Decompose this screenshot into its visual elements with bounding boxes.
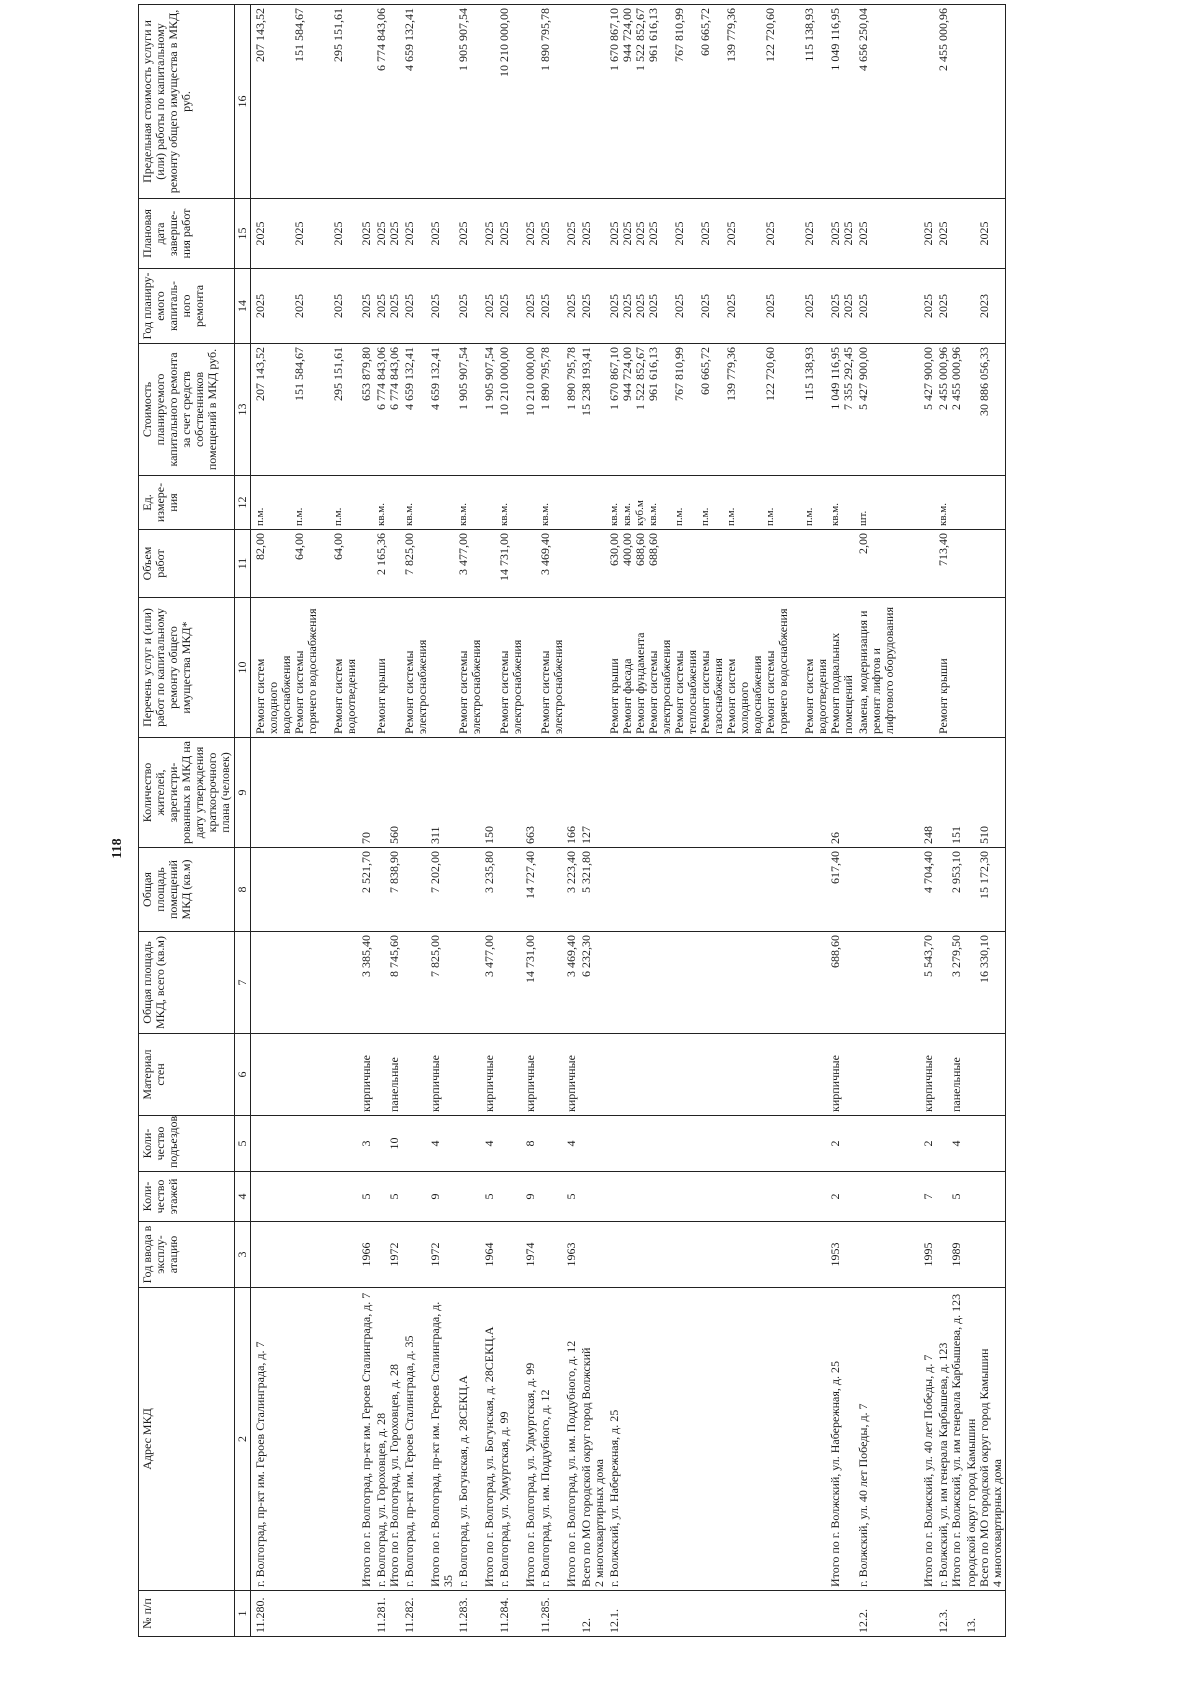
limit-cost-cell: 1 890 795,78 xyxy=(538,5,579,199)
floors-cell xyxy=(251,1172,360,1222)
row-number-cell: 13. xyxy=(964,1591,1006,1637)
planned-cost-cell: 5 427 900,00 5 427 900,00 xyxy=(856,344,936,476)
premises-area-cell: 3 235,80 xyxy=(456,848,497,932)
residents-cell: 166 xyxy=(538,738,579,848)
table-row xyxy=(497,5,538,1637)
commissioning-year-cell: 1964 xyxy=(456,1222,497,1288)
residents-cell: 248 xyxy=(856,738,936,848)
premises-area-cell: 617,40 xyxy=(607,848,856,932)
residents-cell: 510 xyxy=(964,738,1006,848)
limit-cost-cell: 2 455 000,96 xyxy=(936,5,964,199)
row-number-cell: 12.1. xyxy=(607,1591,856,1637)
entrances-cell xyxy=(964,1116,1006,1172)
row-number-cell: 11.284. xyxy=(497,1591,538,1637)
column-number: 5 xyxy=(235,1116,251,1172)
floors-cell: 5 xyxy=(359,1172,374,1222)
entrances-cell: 2 xyxy=(856,1116,936,1172)
entrances-cell: 4 xyxy=(402,1116,456,1172)
entrances-cell: 8 xyxy=(497,1116,538,1172)
column-number: 1 xyxy=(235,1591,251,1637)
premises-area-cell: 2 521,70 xyxy=(359,848,374,932)
header-cell: Год планиру-емого капиталь-ного ремонта xyxy=(139,269,235,344)
planned-cost-cell: 2 455 000,96 2 455 000,96 xyxy=(936,344,964,476)
entrances-cell: 4 xyxy=(936,1116,964,1172)
limit-cost-cell: 4 659 132,41 xyxy=(402,5,456,199)
floors-cell: 9 xyxy=(497,1172,538,1222)
work-list-cell: Ремонт крыши xyxy=(374,598,402,738)
planned-cost-cell: 1 890 795,78 1 890 795,78 xyxy=(538,344,579,476)
work-volume-cell: 7 825,00 xyxy=(402,530,456,598)
entrances-cell: 3 xyxy=(359,1116,374,1172)
planned-cost-cell: 6 774 843,06 6 774 843,06 xyxy=(374,344,402,476)
work-list-cell: Ремонт системы электроснабжения xyxy=(497,598,538,738)
commissioning-year-cell: 1966 xyxy=(359,1222,374,1288)
table-row xyxy=(251,5,360,1637)
repair-year-cell: 2025 2025 xyxy=(538,269,579,344)
row-number-cell: 11.282. xyxy=(402,1591,456,1637)
address-cell: г. Волгоград, пр-кт им. Героев Сталинграда, д. 7 xyxy=(251,1288,360,1591)
work-volume-cell: 713,40 xyxy=(936,530,964,598)
completion-date-cell: 2025 xyxy=(579,199,607,269)
work-volume-cell xyxy=(579,530,607,598)
work-volume-cell: 82,00 64,00 64,00 xyxy=(251,530,360,598)
column-number: 2 xyxy=(235,1288,251,1591)
address-cell: городской округ город Камышин Всего по МО городской округ город Камышин 4 многоквартирных дома xyxy=(964,1288,1006,1591)
header-cell: Плановая дата заверше-ния работ xyxy=(139,199,235,269)
address-cell: Всего по МО городской округ город Волжский 2 многоквартирных дома xyxy=(579,1288,607,1591)
commissioning-year-cell: 1974 xyxy=(497,1222,538,1288)
premises-area-cell: 7 202,00 xyxy=(402,848,456,932)
premises-area-cell: 3 223,40 xyxy=(538,848,579,932)
header-cell: Объем работ xyxy=(139,530,235,598)
planned-cost-cell: 1 670 867,10 944 724,00 1 522 852,67 961 616,13 767 810,99 60 665,72 139 779,36 122 720,60 115 138,93 1 049 116,95 7 355 292,45 xyxy=(607,344,856,476)
unit-cell: кв.м. xyxy=(497,476,538,530)
premises-area-cell: 15 172,30 xyxy=(964,848,1006,932)
residents-cell: 127 xyxy=(579,738,607,848)
completion-date-cell: 2025 2025 xyxy=(374,199,402,269)
column-number: 6 xyxy=(235,1034,251,1116)
address-cell: г. Волжский, ул. им генерала Карбышева, д. 123 Итого по г. Волжский, ул. им генерала Карбышева, д. 123 xyxy=(936,1288,964,1591)
repair-year-cell: 2025 2025 2025 2025 2025 2025 2025 2025 2025 2025 2025 xyxy=(607,269,856,344)
premises-area-cell xyxy=(251,848,360,932)
commissioning-year-cell: 1995 xyxy=(856,1222,936,1288)
commissioning-year-cell xyxy=(579,1222,607,1288)
commissioning-year-cell xyxy=(964,1222,1006,1288)
completion-date-cell: 2025 2025 xyxy=(456,199,497,269)
repair-year-cell: 2025 2025 xyxy=(856,269,936,344)
unit-cell: п.м. п.м. п.м. xyxy=(251,476,360,530)
table-row xyxy=(936,5,964,1637)
total-area-cell: 6 232,30 xyxy=(579,932,607,1034)
work-list-cell xyxy=(964,598,1006,738)
floors-cell: 5 xyxy=(936,1172,964,1222)
column-number: 7 xyxy=(235,932,251,1034)
total-area-cell: 16 330,10 xyxy=(964,932,1006,1034)
wall-material-cell: кирпичные xyxy=(538,1034,579,1116)
row-number-cell: 11.285. xyxy=(538,1591,579,1637)
completion-date-cell: 2025 2025 xyxy=(856,199,936,269)
address-cell: г. Волжский, ул. 40 лет Победы, д. 7 Итого по г. Волжский, ул. 40 лет Победы, д. 7 xyxy=(856,1288,936,1591)
address-cell: г. Волгоград, ул. Удмуртская, д. 99 Итого по г. Волгоград, ул. Удмуртская, д. 99 xyxy=(497,1288,538,1591)
commissioning-year-cell xyxy=(251,1222,360,1288)
residents-cell: 26 xyxy=(607,738,856,848)
column-number: 13 xyxy=(235,344,251,476)
floors-cell: 9 xyxy=(402,1172,456,1222)
limit-cost-cell xyxy=(964,5,1006,199)
repair-year-cell: 2025 2025 xyxy=(402,269,456,344)
address-cell: г. Волжский, ул. Набережная, д. 25 Итого по г. Волжский, ул. Набережная, д. 25 xyxy=(607,1288,856,1591)
row-number-cell: 11.280. xyxy=(251,1591,360,1637)
total-area-cell: 5 543,70 xyxy=(856,932,936,1034)
repair-year-cell: 2025 xyxy=(579,269,607,344)
repair-year-cell: 2025 2025 xyxy=(456,269,497,344)
completion-date-cell: 2025 2025 xyxy=(402,199,456,269)
entrances-cell: 4 xyxy=(456,1116,497,1172)
completion-date-cell: 2025 2025 xyxy=(538,199,579,269)
column-number: 11 xyxy=(235,530,251,598)
unit-cell: кв.м. кв.м. куб.м кв.м. п.м. п.м. п.м. п.м. п.м. кв.м. xyxy=(607,476,856,530)
floors-cell: 5 xyxy=(374,1172,402,1222)
column-number: 9 xyxy=(235,738,251,848)
planned-cost-cell: 1 905 907,54 1 905 907,54 xyxy=(456,344,497,476)
completion-date-cell: 2025 2025 2025 xyxy=(251,199,360,269)
commissioning-year-cell: 1972 xyxy=(402,1222,456,1288)
unit-cell: кв.м. xyxy=(374,476,402,530)
limit-cost-cell: 1 670 867,10 944 724,00 1 522 852,67 961 616,13 767 810,99 60 665,72 139 779,36 122 720,60 115 138,93 1 049 116,95 xyxy=(607,5,856,199)
floors-cell: 2 xyxy=(607,1172,856,1222)
total-area-cell: 3 279,50 xyxy=(936,932,964,1034)
limit-cost-cell xyxy=(359,5,374,199)
residents-cell: 70 xyxy=(359,738,374,848)
work-list-cell: Ремонт крыши xyxy=(936,598,964,738)
entrances-cell xyxy=(251,1116,360,1172)
column-number: 3 xyxy=(235,1222,251,1288)
wall-material-cell: кирпичные xyxy=(456,1034,497,1116)
limit-cost-cell xyxy=(579,5,607,199)
table-row xyxy=(402,5,456,1637)
header-cell: № п/п xyxy=(139,1591,235,1637)
row-number-cell: 12.3. xyxy=(936,1591,964,1637)
completion-date-cell: 2025 xyxy=(936,199,964,269)
work-list-cell: Замена, модернизация и ремонт лифтов и лифтового оборудования xyxy=(856,598,936,738)
repair-year-cell: 2025 2025 2025 xyxy=(251,269,360,344)
repair-year-cell: 2025 xyxy=(359,269,374,344)
entrances-cell: 10 xyxy=(374,1116,402,1172)
capital-repair-table xyxy=(138,4,1006,1637)
header-cell: Адрес МКД xyxy=(139,1288,235,1591)
work-volume-cell xyxy=(359,530,374,598)
table-row xyxy=(964,5,1006,1637)
header-cell: Коли-чество подъездов xyxy=(139,1116,235,1172)
wall-material-cell: кирпичные xyxy=(402,1034,456,1116)
work-volume-cell: 630,00 400,00 688,60 688,60 xyxy=(607,530,856,598)
work-volume-cell xyxy=(964,530,1006,598)
floors-cell: 5 xyxy=(538,1172,579,1222)
address-cell: Итого по г. Волгоград, пр-кт им. Героев Сталинграда, д. 7 xyxy=(359,1288,374,1591)
wall-material-cell: кирпичные xyxy=(856,1034,936,1116)
header-cell: Ед. измере-ния xyxy=(139,476,235,530)
commissioning-year-cell: 1963 xyxy=(538,1222,579,1288)
header-cell: Перечень услуг и (или) работ по капитальному ремонту общего имущества МКД* xyxy=(139,598,235,738)
residents-cell: 560 xyxy=(374,738,402,848)
floors-cell xyxy=(964,1172,1006,1222)
header-cell: Материал стен xyxy=(139,1034,235,1116)
row-number-cell: 11.281. xyxy=(374,1591,402,1637)
entrances-cell: 2 xyxy=(607,1116,856,1172)
residents-cell: 150 xyxy=(456,738,497,848)
wall-material-cell: кирпичные xyxy=(607,1034,856,1116)
work-list-cell: Ремонт крыши Ремонт фасада Ремонт фундамента Ремонт системы электроснабжения Ремонт системы теплоснабжения Ремонт системы газоснабжения Ремонт систем холодного водоснабжения Ремонт системы горячего водоснабжения Ремонт систем водоотведения Ремонт подвальных помещений xyxy=(607,598,856,738)
work-volume-cell: 3 477,00 xyxy=(456,530,497,598)
premises-area-cell: 7 838,90 xyxy=(374,848,402,932)
wall-material-cell: кирпичные xyxy=(359,1034,374,1116)
work-list-cell: Ремонт системы электроснабжения xyxy=(456,598,497,738)
address-cell: г. Волгоград, пр-кт им. Героев Сталинграда, д. 35 Итого по г. Волгоград, пр-кт им. Героев Сталинграда, д. 35 xyxy=(402,1288,456,1591)
row-number-cell: 12. xyxy=(579,1591,607,1637)
header-cell: Стоимость планируемого капитального ремонта за счет средств собственников помещений в МКД руб. xyxy=(139,344,235,476)
completion-date-cell: 2025 xyxy=(964,199,1006,269)
premises-area-cell: 14 727,40 xyxy=(497,848,538,932)
floors-cell: 5 xyxy=(456,1172,497,1222)
wall-material-cell xyxy=(964,1034,1006,1116)
unit-cell xyxy=(964,476,1006,530)
header-row xyxy=(139,5,235,1637)
unit-cell xyxy=(359,476,374,530)
column-number: 15 xyxy=(235,199,251,269)
unit-cell: кв.м. xyxy=(936,476,964,530)
wall-material-cell xyxy=(251,1034,360,1116)
address-cell: г. Волгоград, ул. Богунская, д. 28СЕКЦ.А Итого по г. Волгоград, ул. Богунская, д. 28СЕКЦ.А xyxy=(456,1288,497,1591)
column-number: 14 xyxy=(235,269,251,344)
header-cell: Коли-чество этажей xyxy=(139,1172,235,1222)
wall-material-cell: панельные xyxy=(374,1034,402,1116)
address-cell: г. Волгоград, ул. им. Поддубного, д. 12 Итого по г. Волгоград, ул. им. Поддубного, д. 12 xyxy=(538,1288,579,1591)
table-body xyxy=(251,5,1006,1637)
planned-cost-cell: 30 886 056,33 xyxy=(964,344,1006,476)
planned-cost-cell: 653 879,80 xyxy=(359,344,374,476)
table-row xyxy=(607,5,856,1637)
residents-cell xyxy=(251,738,360,848)
repair-year-cell: 2023 xyxy=(964,269,1006,344)
limit-cost-cell: 207 143,52 151 584,67 295 151,61 xyxy=(251,5,360,199)
residents-cell: 311 xyxy=(402,738,456,848)
work-volume-cell: 2,00 xyxy=(856,530,936,598)
work-volume-cell: 14 731,00 xyxy=(497,530,538,598)
entrances-cell xyxy=(579,1116,607,1172)
planned-cost-cell: 15 238 193,41 xyxy=(579,344,607,476)
column-number-row xyxy=(235,5,251,1637)
repair-year-cell: 2025 xyxy=(936,269,964,344)
work-list-cell xyxy=(579,598,607,738)
work-list-cell xyxy=(359,598,374,738)
unit-cell: шт. xyxy=(856,476,936,530)
header-cell: Предельная стоимость услуги и (или) работы по капитальному ремонту общего имущества в МКД, руб. xyxy=(139,5,235,199)
total-area-cell: 8 745,60 xyxy=(374,932,402,1034)
address-cell: г. Волгоград, ул. Гороховцев, д. 28 Итого по г. Волгоград, ул. Гороховцев, д. 28 xyxy=(374,1288,402,1591)
completion-date-cell: 2025 2025 xyxy=(497,199,538,269)
work-list-cell: Ремонт системы электроснабжения xyxy=(402,598,456,738)
planned-cost-cell: 207 143,52 151 584,67 295 151,61 xyxy=(251,344,360,476)
work-list-cell: Ремонт систем холодного водоснабжения Ремонт системы горячего водоснабжения Ремонт систем водоотведения xyxy=(251,598,360,738)
row-number-cell: 12.2. xyxy=(856,1591,936,1637)
commissioning-year-cell: 1953 xyxy=(607,1222,856,1288)
table-row xyxy=(856,5,936,1637)
header-cell: Общая площадь помещений МКД (кв.м) xyxy=(139,848,235,932)
work-volume-cell: 2 165,36 xyxy=(374,530,402,598)
residents-cell: 663 xyxy=(497,738,538,848)
wall-material-cell: панельные xyxy=(936,1034,964,1116)
planned-cost-cell: 10 210 000,00 10 210 000,00 xyxy=(497,344,538,476)
header-cell: Год ввода в эксплу-атацию xyxy=(139,1222,235,1288)
column-number: 16 xyxy=(235,5,251,199)
completion-date-cell: 2025 2025 2025 2025 2025 2025 2025 2025 2025 2025 2025 xyxy=(607,199,856,269)
total-area-cell xyxy=(251,932,360,1034)
wall-material-cell xyxy=(579,1034,607,1116)
table-row xyxy=(456,5,497,1637)
limit-cost-cell: 4 656 250,04 xyxy=(856,5,936,199)
page-number: 118 xyxy=(110,838,125,859)
completion-date-cell: 2025 xyxy=(359,199,374,269)
row-number-cell xyxy=(359,1591,374,1637)
unit-cell: кв.м. xyxy=(456,476,497,530)
unit-cell: кв.м. xyxy=(538,476,579,530)
column-number: 4 xyxy=(235,1172,251,1222)
table-row xyxy=(374,5,402,1637)
commissioning-year-cell: 1989 xyxy=(936,1222,964,1288)
repair-year-cell: 2025 2025 xyxy=(497,269,538,344)
limit-cost-cell: 6 774 843,06 xyxy=(374,5,402,199)
unit-cell xyxy=(579,476,607,530)
column-number: 10 xyxy=(235,598,251,738)
limit-cost-cell: 10 210 000,00 xyxy=(497,5,538,199)
premises-area-cell: 2 953,10 xyxy=(936,848,964,932)
residents-cell: 151 xyxy=(936,738,964,848)
premises-area-cell: 5 321,80 xyxy=(579,848,607,932)
repair-year-cell: 2025 2025 xyxy=(374,269,402,344)
floors-cell xyxy=(579,1172,607,1222)
unit-cell: кв.м. xyxy=(402,476,456,530)
row-number-cell: 11.283. xyxy=(456,1591,497,1637)
column-number: 8 xyxy=(235,848,251,932)
wall-material-cell: кирпичные xyxy=(497,1034,538,1116)
header-cell: Общая площадь МКД, всего (кв.м) xyxy=(139,932,235,1034)
entrances-cell: 4 xyxy=(538,1116,579,1172)
table-row xyxy=(579,5,607,1637)
total-area-cell: 3 385,40 xyxy=(359,932,374,1034)
total-area-cell: 3 477,00 xyxy=(456,932,497,1034)
total-area-cell: 688,60 xyxy=(607,932,856,1034)
premises-area-cell: 4 704,40 xyxy=(856,848,936,932)
floors-cell: 7 xyxy=(856,1172,936,1222)
planned-cost-cell: 4 659 132,41 4 659 132,41 xyxy=(402,344,456,476)
column-number: 12 xyxy=(235,476,251,530)
total-area-cell: 14 731,00 xyxy=(497,932,538,1034)
limit-cost-cell: 1 905 907,54 xyxy=(456,5,497,199)
total-area-cell: 7 825,00 xyxy=(402,932,456,1034)
work-volume-cell: 3 469,40 xyxy=(538,530,579,598)
header-cell: Количество жителей, зарегистри-рованных в МКД на дату утверждения краткосрочного плана (человек) xyxy=(139,738,235,848)
table-row xyxy=(538,5,579,1637)
work-list-cell: Ремонт системы электроснабжения xyxy=(538,598,579,738)
table-row xyxy=(359,5,374,1637)
total-area-cell: 3 469,40 xyxy=(538,932,579,1034)
commissioning-year-cell: 1972 xyxy=(374,1222,402,1288)
